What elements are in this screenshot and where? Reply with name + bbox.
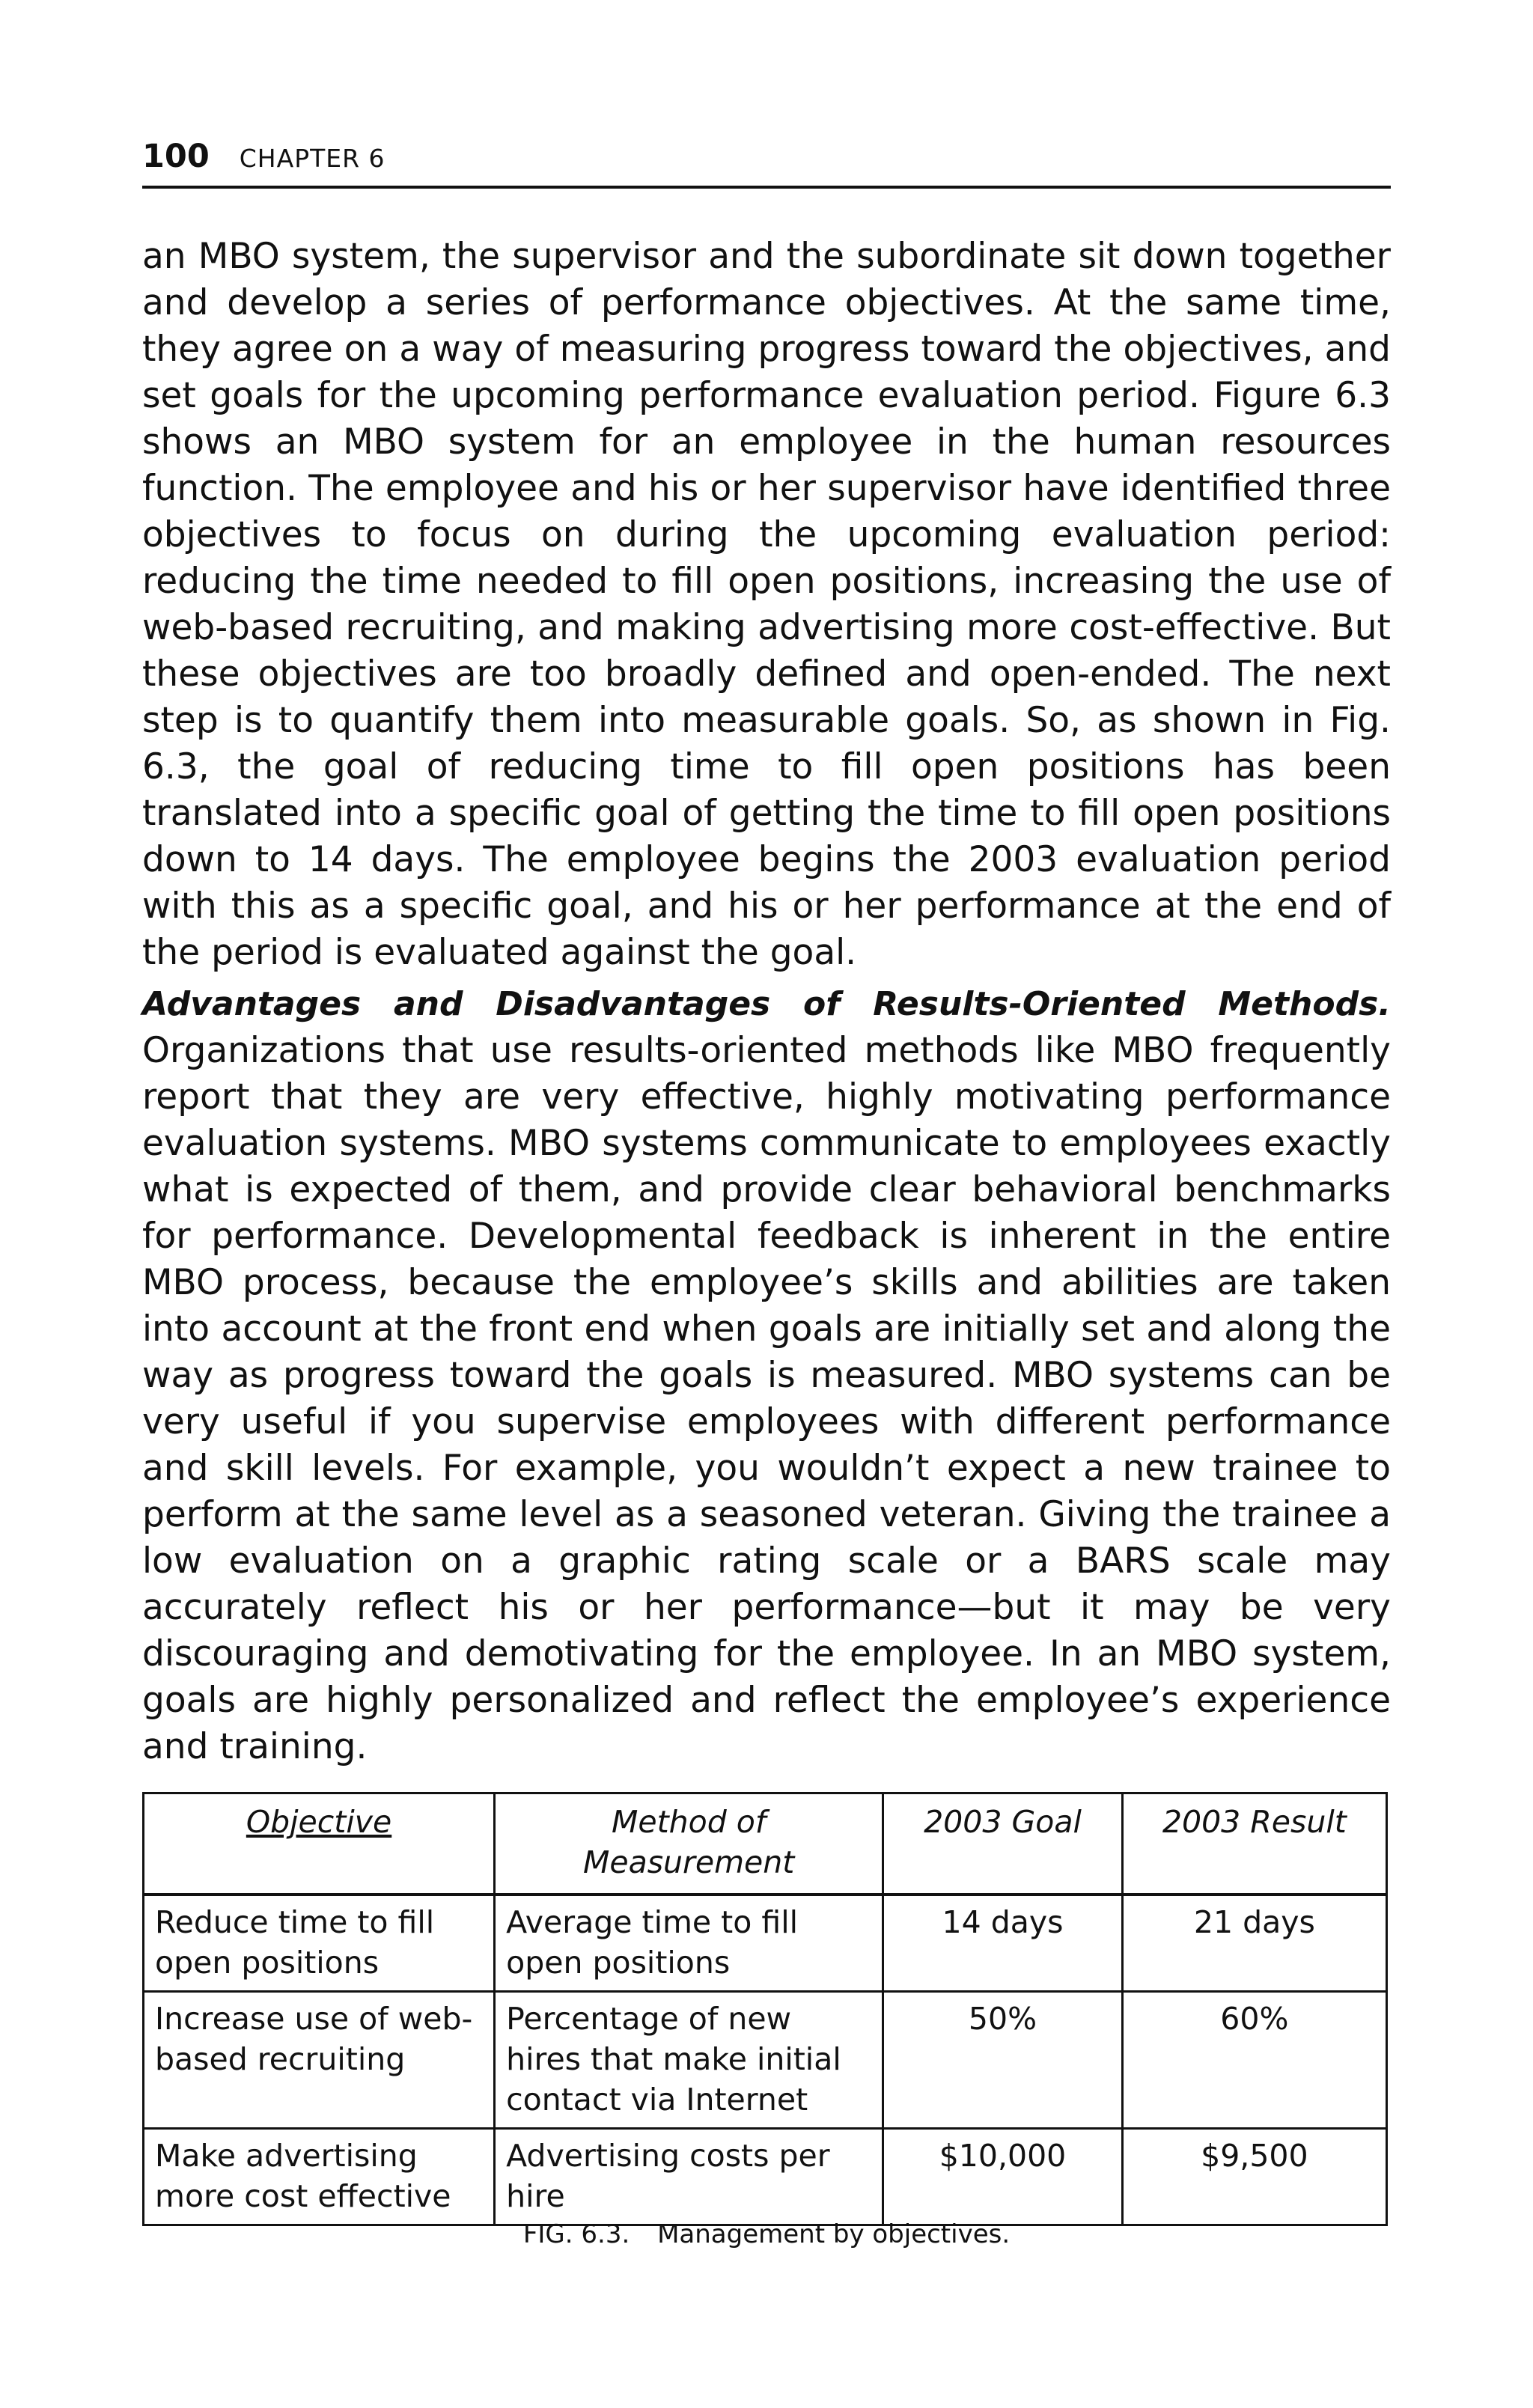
- run-in-heading: Advantages and Disadvantages of Results-Oriented Methods.: [142, 985, 1391, 1023]
- cell-method: Percentage of new hires that make initial contact via Internet: [495, 1992, 883, 2129]
- cell-result: $9,500: [1122, 2129, 1386, 2225]
- header-method: Method of Measurement: [495, 1793, 883, 1895]
- header-goal: 2003 Goal: [883, 1793, 1122, 1895]
- table-header-row: [144, 1793, 1387, 1895]
- body-paragraph-1: an MBO system, the supervisor and the subordinate sit down together and develop a series of performance objectives. At the same time, they agree on a way of measuring progress toward the objectives, and set goals for the upcoming performance evaluation period. Figure 6.3 shows an MBO system for an employee in the human resources function. The employee and his or her supervisor have identified three objectives to focus on during the upcoming evaluation period: reducing the time needed to fill open positions, increasing the use of web-based recruiting, and making advertising more cost-effective. But these objectives are too broadly defined and open-ended. The next step is to quantify them into measurable goals. So, as shown in Fig. 6.3, the goal of reducing time to fill open positions has been translated into a specific goal of getting the time to fill open positions down to 14 days. The employee begins the 2003 evaluation period with this as a specific goal, and his or her performance at the end of the period is evaluated against the goal.: [142, 236, 1391, 973]
- paragraph-2-text: Organizations that use results-oriented methods like MBO frequently report that they are very effective, highly motivating performance evaluation systems. MBO systems communicate to employees exactly what is expected of them, and provide clear behavioral benchmarks for performance. Developmental feedback is inherent in the entire MBO process, because the employee’s skills and abilities are taken into account at the front end when goals are initially set and along the way as progress toward the goals is measured. MBO systems can be very useful if you supervise employees with different performance and skill levels. For example, you wouldn’t expect a new trainee to perform at the same level as a seasoned veteran. Giving the trainee a low evaluation on a graphic rating scale or a BARS scale may accurately reflect his or her performance—but it may be very discouraging and demotivating for the employee. In an MBO system, goals are highly personalized and reflect the employee’s experience and training.: [142, 1030, 1391, 1767]
- cell-objective: Make advertising more cost effective: [144, 2129, 495, 2225]
- cell-goal: 50%: [883, 1992, 1122, 2129]
- cell-objective: Increase use of web-based recruiting: [144, 1992, 495, 2129]
- table-row: [144, 1895, 1387, 1992]
- cell-objective: Reduce time to fill open positions: [144, 1895, 495, 1992]
- cell-method: Average time to fill open positions: [495, 1895, 883, 1992]
- header-result: 2003 Result: [1122, 1793, 1386, 1895]
- page-number: 100: [142, 138, 210, 175]
- header-objective: Objective: [144, 1793, 495, 1895]
- figure-label: FIG. 6.3.: [522, 2219, 630, 2249]
- mbo-table: [142, 1792, 1388, 2226]
- figure-caption: [0, 2219, 1533, 2249]
- table-row: [144, 1992, 1387, 2129]
- cell-result: 21 days: [1122, 1895, 1386, 1992]
- chapter-label: CHAPTER 6: [239, 144, 385, 173]
- body-paragraph-2: [142, 981, 1391, 1770]
- table-row: [144, 2129, 1387, 2225]
- cell-method: Advertising costs per hire: [495, 2129, 883, 2225]
- cell-result: 60%: [1122, 1992, 1386, 2129]
- figure-caption-text: Management by objectives.: [657, 2219, 1011, 2249]
- page-header: [142, 138, 1391, 189]
- cell-goal: $10,000: [883, 2129, 1122, 2225]
- cell-goal: 14 days: [883, 1895, 1122, 1992]
